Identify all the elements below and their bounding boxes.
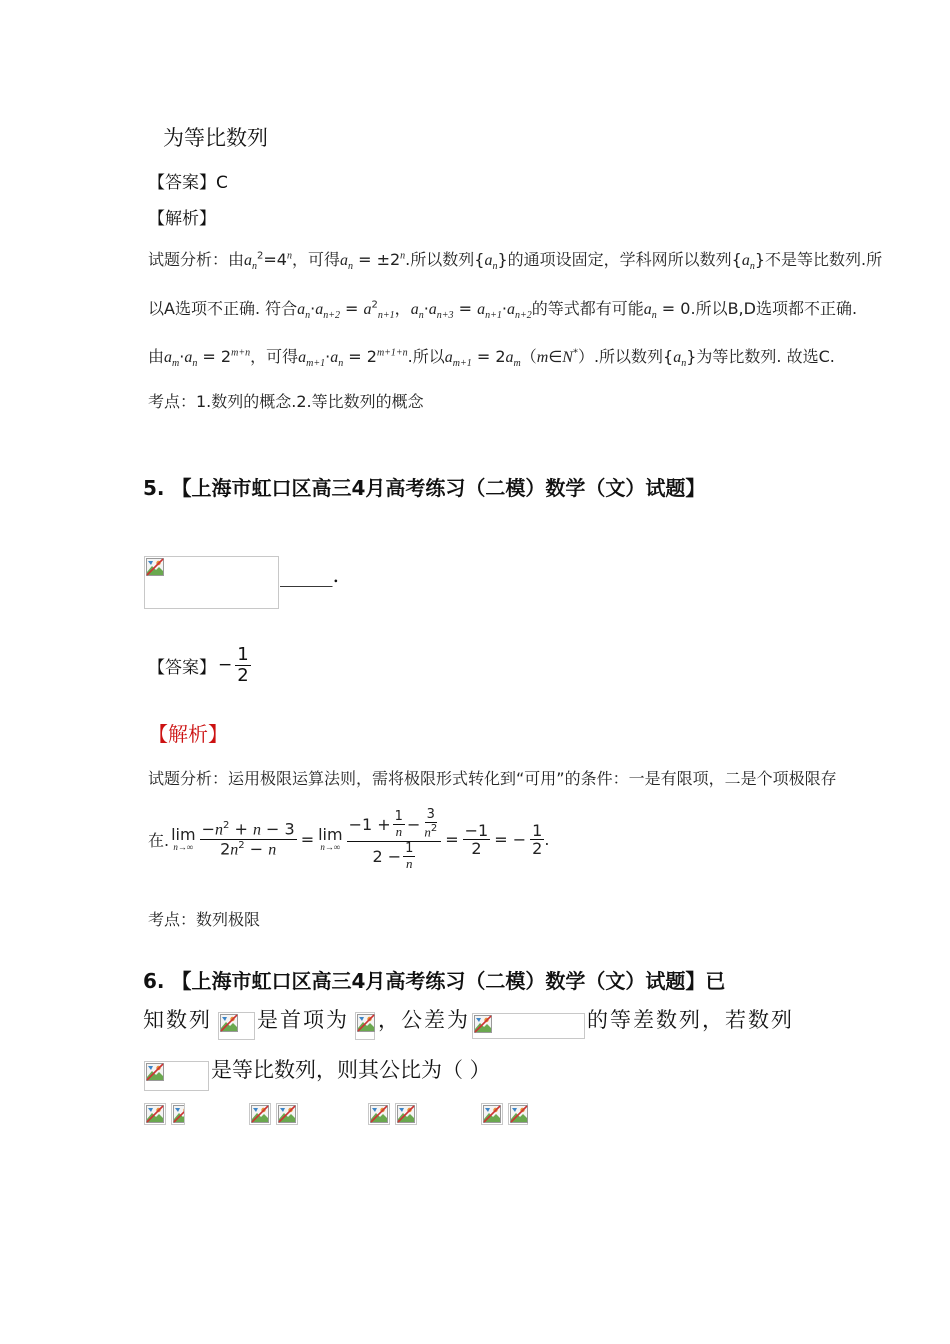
q5-blank: _____. — [280, 563, 340, 587]
text: 试题分析：由 — [148, 250, 245, 269]
answer-label: 【答案】 — [148, 657, 216, 678]
text: 的等式都有可能 — [531, 299, 644, 318]
answer-line — [148, 168, 228, 193]
q6-option-d-label-image[interactable] — [481, 1103, 503, 1125]
broken-image-icon — [474, 1015, 492, 1033]
q6-image-first-term — [355, 1012, 375, 1040]
continuation-text: 为等比数列 — [163, 126, 268, 150]
analysis-label: 【解析】 — [148, 209, 216, 229]
broken-image-icon — [146, 1105, 164, 1123]
text: 由 — [148, 347, 165, 366]
text: .所以 — [407, 347, 445, 366]
q6-option-a-label-image[interactable] — [144, 1103, 166, 1125]
text: .所以B,D选项都不正确. — [690, 299, 858, 318]
text: .所以数列 — [405, 250, 475, 269]
q6-option-b-value-image[interactable] — [276, 1103, 298, 1125]
broken-image-icon — [173, 1105, 185, 1123]
q5-heading: 5. 【上海市虹口区高三4月高考练习（二模）数学（文）试题】 — [143, 476, 706, 500]
q6-option-b-label-image[interactable] — [249, 1103, 271, 1125]
q6-text-a: 知数列 — [143, 1008, 212, 1032]
answer-value: C — [216, 173, 228, 193]
q6-option-d-value-image[interactable] — [508, 1103, 528, 1125]
text: 为等比数列. 故选C. — [696, 347, 835, 366]
broken-image-icon — [483, 1105, 501, 1123]
text: 在. — [148, 831, 170, 851]
kaodian-1: 考点：1.数列的概念.2.等比数列的概念 — [148, 392, 424, 411]
q6-option-a-value-image[interactable] — [171, 1103, 185, 1125]
q6-image-sequence — [218, 1012, 255, 1040]
q5-analysis-label: 【解析】 — [148, 722, 228, 746]
broken-image-icon — [510, 1105, 528, 1123]
broken-image-icon — [251, 1105, 269, 1123]
q6-text-d: 的等差数列，若数列 — [587, 1008, 794, 1032]
broken-image-icon — [278, 1105, 296, 1123]
q6-text-e: 是等比数列，则其公比为（ ） — [211, 1058, 491, 1082]
analysis-line-3: 由$a_m\cdot a_n = 2^{m+n}$，可得$a_{m+1}\cdot a_n = 2^{m+1+n}$.所以$a_{m+1}$ = $2a_m(m\in N^*)$.所以数列$\{a_n\}$为等比数列. 故选C. — [148, 347, 835, 370]
broken-image-icon — [357, 1014, 375, 1032]
q5-answer-line: 【答案】 − $\frac{1}{2}$ — [148, 644, 249, 686]
text: 的通项设固定，学科网所以数列 — [507, 250, 732, 269]
q6-image-sequence-2 — [144, 1061, 209, 1091]
text: ，可得 — [291, 250, 340, 269]
text: 不是等比数列.所 — [765, 250, 883, 269]
q6-heading: 6. 【上海市虹口区高三4月高考练习（二模）数学（文）试题】已 — [143, 969, 726, 993]
text: 以A选项不正确. 符合 — [148, 299, 298, 318]
q5-kaodian: 考点：数列极限 — [148, 910, 261, 929]
q6-image-common-difference — [472, 1013, 585, 1039]
broken-image-icon — [146, 558, 164, 576]
broken-image-icon — [146, 1063, 164, 1081]
text: .所以数列 — [593, 347, 664, 366]
q5-limit-formula: 在. lim n→∞ $\frac{-n^2 + n - 3}{2n^2 - n}$ = lim n→∞ −1 + $\frac{1}{n}$ − $\frac{3}{n^2}$ 2 − $\frac{1}{n}$ = $\frac{-1}{2}$ = − $\frac{1}{2}$ . — [148, 807, 550, 872]
broken-image-icon — [220, 1014, 238, 1032]
broken-image-icon — [370, 1105, 388, 1123]
q5-question-image — [144, 556, 279, 609]
answer-label: 【答案】 — [148, 173, 216, 193]
analysis-line-1: 试题分析：由$a_n^2=4^n$，可得$a_n = \pm 2^n$.所以数列$\{a_n\}$的通项设固定，学科网所以数列$\{a_n\}$不是等比数列.所 — [148, 250, 883, 273]
text: ，可得 — [250, 347, 299, 366]
q6-option-c-label-image[interactable] — [368, 1103, 390, 1125]
q6-text-c: ，公差为 — [378, 1008, 470, 1032]
q6-text-b: 是首项为 — [257, 1008, 349, 1032]
broken-image-icon — [397, 1105, 415, 1123]
q6-option-c-value-image[interactable] — [395, 1103, 417, 1125]
q5-analysis-text: 试题分析：运用极限运算法则，需将极限形式转化到“可用”的条件：一是有限项，二是个项极限存 — [148, 769, 837, 788]
analysis-line-2: 以A选项不正确. 符合$a_n\cdot a_{n+2} = a^2_{n+1}$，$a_n\cdot a_{n+3} = a_{n+1}\cdot a_{n+2}$的等式都有可能$a_n = 0$.所以B,D选项都不正确. — [148, 299, 858, 322]
